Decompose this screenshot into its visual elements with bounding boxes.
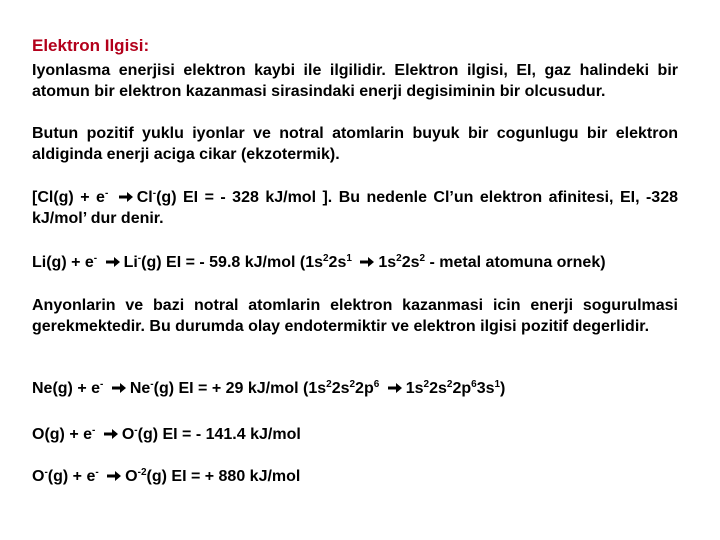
eq-text: [Cl(g) + e bbox=[32, 189, 105, 206]
lithium-equation bbox=[32, 254, 606, 272]
eq-text: O bbox=[125, 468, 138, 485]
eq-text: 2s bbox=[401, 254, 420, 271]
oxygen-equation-1 bbox=[32, 426, 301, 444]
superscript: 2 bbox=[322, 253, 329, 264]
superscript: 2 bbox=[326, 379, 332, 390]
eq-text: (g) EI = - 328 kJ/mol ]. Bu nedenle Cl’un elektron afinitesi, EI, -328 kJ/mol’ dur denir. bbox=[32, 189, 679, 227]
eq-text: O bbox=[121, 426, 135, 443]
neon-equation bbox=[32, 380, 505, 398]
superscript: - bbox=[93, 253, 98, 264]
eq-text: Cl bbox=[136, 189, 153, 206]
superscript: 6 bbox=[373, 379, 380, 390]
eq-text: 2s bbox=[328, 254, 347, 271]
eq-text: 1s bbox=[378, 254, 397, 271]
superscript: - bbox=[92, 425, 96, 436]
superscript: - bbox=[137, 253, 142, 264]
eq-text: (g) EI = + 880 kJ/mol bbox=[146, 468, 301, 485]
right-arrow-icon bbox=[111, 382, 127, 394]
eq-text: 2p bbox=[355, 380, 374, 397]
eq-text: Ne bbox=[129, 380, 151, 397]
paragraph-exothermic: Butun pozitif yuklu iyonlar ve notral atomlarin buyuk bir cogunlugu bir elektron aldiginda enerji aciga cikar (ekzotermik). bbox=[32, 125, 678, 163]
eq-text: O(g) + e bbox=[32, 426, 93, 443]
oxygen-equation-2 bbox=[32, 468, 300, 486]
eq-text: (g) EI = + 29 kJ/mol (1s bbox=[153, 380, 327, 397]
eq-text: Li bbox=[123, 254, 138, 271]
chlorine-equation bbox=[32, 187, 678, 229]
superscript: - bbox=[152, 188, 157, 199]
right-arrow-icon bbox=[106, 470, 122, 482]
paragraph-endothermic: Anyonlarin ve bazi notral atomlarin elektron kazanmasi icin enerji sogurulmasi gerekmektedir. Bu durumda olay endotermiktir ve elektron ilgisi pozitif degerlidir. bbox=[32, 297, 678, 335]
superscript: - bbox=[134, 425, 138, 436]
eq-text: 2s bbox=[331, 380, 350, 397]
superscript: -2 bbox=[137, 467, 147, 478]
superscript: 6 bbox=[471, 379, 477, 390]
eq-text: O bbox=[32, 468, 45, 485]
eq-text: Li(g) + e bbox=[32, 254, 94, 271]
superscript: - bbox=[95, 467, 99, 478]
eq-text: 2s bbox=[429, 380, 447, 397]
eq-text: (g) EI = - 59.8 kJ/mol (1s bbox=[141, 254, 323, 271]
eq-text: (g) + e bbox=[47, 468, 96, 485]
eq-text: (g) EI = - 141.4 kJ/mol bbox=[137, 426, 301, 443]
right-arrow-icon bbox=[103, 428, 119, 440]
eq-text: Ne(g) + e bbox=[32, 380, 101, 397]
eq-text: - metal atomuna ornek) bbox=[425, 254, 606, 271]
eq-text: 1s bbox=[405, 380, 424, 397]
superscript: 2 bbox=[446, 379, 453, 390]
superscript: - bbox=[44, 467, 48, 478]
superscript: 2 bbox=[349, 379, 356, 390]
paragraph-definition: Iyonlasma enerjisi elektron kaybi ile ilgilidir. Elektron ilgisi, EI, gaz halindeki bir atomun bir elektron kazanmasi sirasindaki enerji degisiminin bir olcusudur. bbox=[32, 62, 678, 100]
superscript: 1 bbox=[494, 379, 501, 390]
right-arrow-icon bbox=[118, 191, 134, 203]
superscript: 2 bbox=[419, 253, 426, 264]
superscript: - bbox=[150, 379, 154, 390]
eq-text: 3s bbox=[476, 380, 495, 397]
superscript: 1 bbox=[346, 253, 352, 264]
eq-text: 2p bbox=[452, 380, 472, 397]
superscript: - bbox=[100, 379, 104, 390]
right-arrow-icon bbox=[105, 256, 121, 268]
superscript: 2 bbox=[423, 379, 430, 390]
eq-text: ) bbox=[500, 380, 506, 397]
slide-title: Elektron Ilgisi: bbox=[32, 36, 150, 55]
superscript: - bbox=[104, 188, 109, 199]
right-arrow-icon bbox=[387, 382, 403, 394]
superscript: 2 bbox=[396, 253, 402, 264]
right-arrow-icon bbox=[359, 256, 375, 268]
